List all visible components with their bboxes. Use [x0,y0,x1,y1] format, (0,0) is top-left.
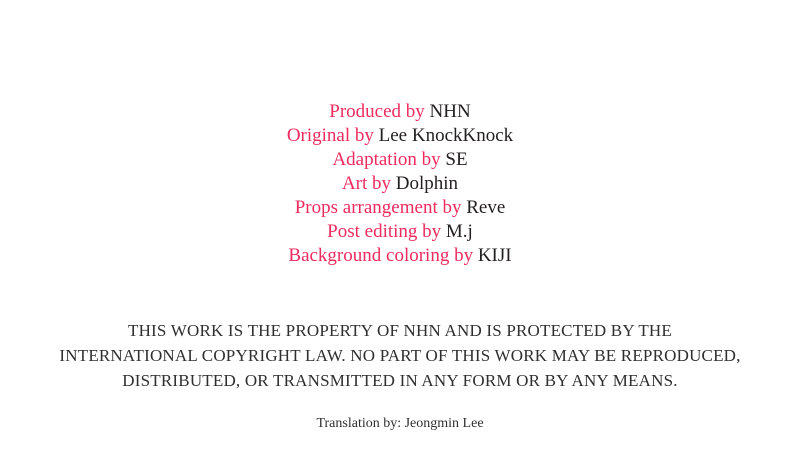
credit-line [0,244,800,268]
credit-name: Dolphin [395,173,459,194]
copyright-line: DISTRIBUTED, OR TRANSMITTED IN ANY FORM OR BY ANY MEANS. [122,371,678,390]
credit-line [0,220,800,244]
credit-name: Lee KnockKnock [378,125,514,146]
copyright-notice [0,318,800,393]
credit-name: M.j [445,221,473,242]
credit-role: Adaptation by [332,149,441,170]
credit-role: Props arrangement by [294,197,462,218]
credit-role: Original by [286,125,374,146]
credit-name: Reve [466,197,506,218]
credit-name: SE [445,149,468,170]
credit-role: Post editing by [327,221,442,242]
copyright-line: THIS WORK IS THE PROPERTY OF NHN AND IS PROTECTED BY THE [128,321,672,340]
credit-line [0,124,800,148]
credit-line [0,172,800,196]
credit-line [0,148,800,172]
credit-name: KIJI [477,245,512,266]
credits-block [0,100,800,268]
credit-line [0,196,800,220]
credit-role: Produced by [329,101,425,122]
translation-credit: Translation by: Jeongmin Lee [316,416,484,431]
credit-line [0,100,800,124]
credit-role: Background coloring by [288,245,474,266]
credit-name: NHN [429,101,471,122]
credit-role: Art by [341,173,392,194]
copyright-line: INTERNATIONAL COPYRIGHT LAW. NO PART OF THIS WORK MAY BE REPRODUCED, [59,346,741,365]
